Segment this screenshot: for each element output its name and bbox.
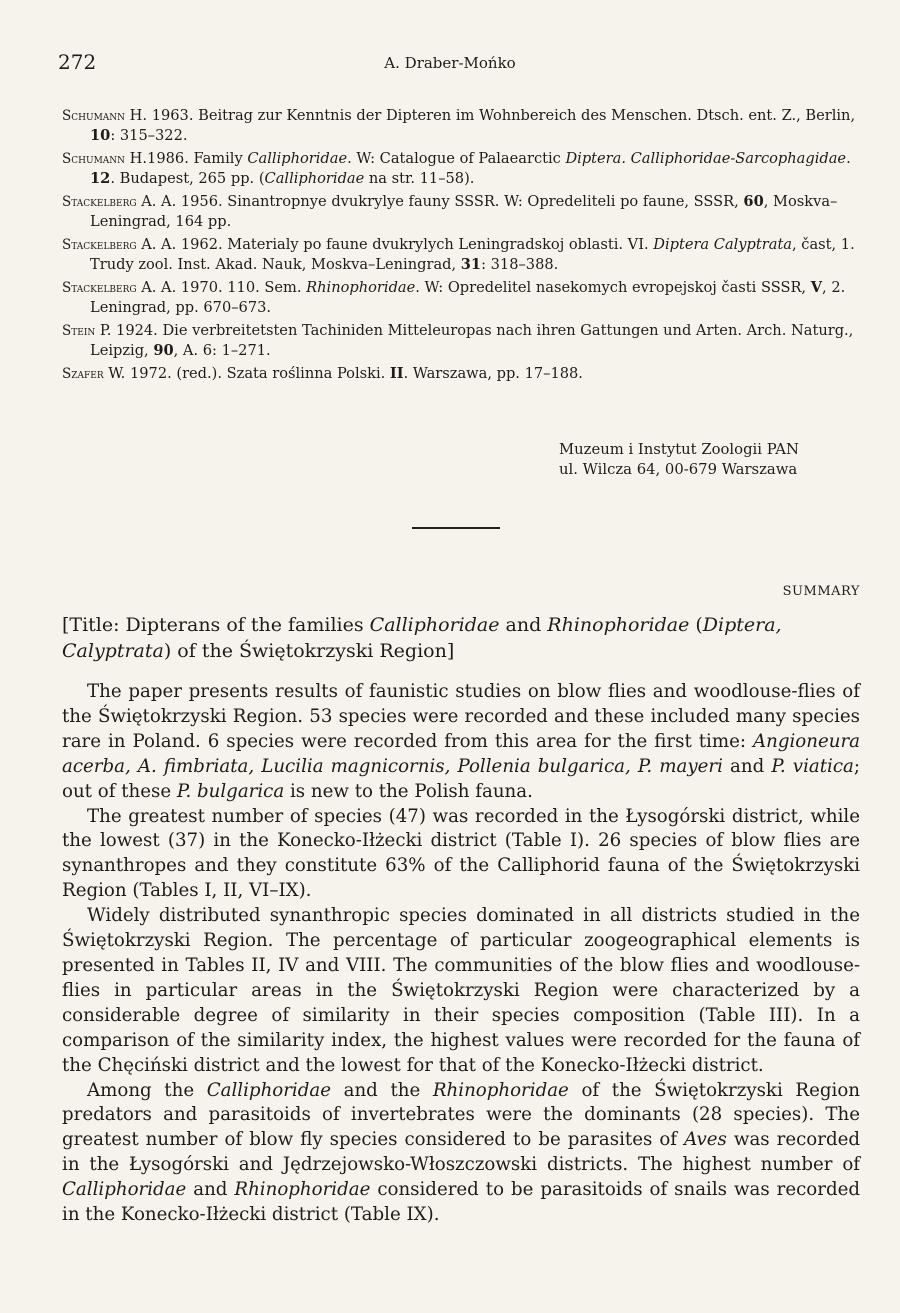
reference-text: W. 1972. (red.). Szata roślinna Polski. II. Warszawa, pp. 17–188. [103,365,583,382]
reference-entry [62,192,862,231]
reference-author: Schumann [62,108,126,124]
address-street: ul. Wilcza 64, 00-679 Warszawa [559,461,798,478]
reference-author: Stackelberg [62,194,137,210]
summary-paragraph: The paper presents results of faunistic studies on blow flies and woodlouse-flies of the Świętokrzyski Region. 53 species were recorded and these included many species rare in Poland. 6 species were recorded from this area for the first time: Angioneura acerba, A. fimbriata, Lucilia magnicornis, Pollenia bulgarica, P. mayeri and P. viatica; out of these P. bulgarica is new to the Polish fauna. [62,681,861,802]
reference-text: H.1986. Family Calliphoridae. W: Catalogue of Palaearctic Diptera. Calliphoridae-Sarcophagidae. 12. Budapest, 265 pp. (Calliphoridae na str. 11–58). [90,150,851,187]
reference-text: A. A. 1970. 110. Sem. Rhinophoridae. W: Opredelitel nasekomych evropejskoj časti SSSR, V, 2. Leningrad, pp. 670–673. [90,279,846,316]
page-number: 272 [58,50,97,74]
summary-body [62,680,860,1228]
reference-entry [62,321,862,360]
reference-entry [62,278,862,317]
summary-paragraph: The greatest number of species (47) was recorded in the Łysogórski district, while the lowest (37) in the Konecko-Iłżecki district (Table I). 26 species of blow flies are synanthropes and they constitute 63% of the Calliphorid fauna of the Świętokrzyski Region (Tables I, II, VI–IX). [62,805,860,902]
reference-author: Stackelberg [62,280,137,296]
summary-paragraph: Widely distributed synanthropic species dominated in all districts studied in the Świętokrzyski Region. The percentage of particular zoogeographical elements is presented in Tables II, IV and VIII. The communities of the blow flies and woodlouse-flies in particular areas in the Świętokrzyski Region were characterized by a considerable degree of similarity in their species composition (Table III). In a comparison of the similarity index, the highest values were recorded for the fauna of the Chęciński district and the lowest for that of the Konecko-Iłżecki district. [62,905,860,1076]
reference-author: Schumann [62,151,126,167]
reference-author: Stackelberg [62,237,137,253]
reference-author: Stein [62,323,96,339]
reference-text: P. 1924. Die verbreitetsten Tachiniden Mitteleuropas nach ihren Gattungen und Arten. Arch. Naturg., Leipzig, 90, A. 6: 1–271. [90,322,854,359]
reference-entry [62,235,862,274]
reference-entry [62,149,862,188]
reference-text: H. 1963. Beitrag zur Kenntnis der Dipteren im Wohnbereich des Menschen. Dtsch. ent. Z., Berlin, 10: 315–322. [90,107,856,144]
summary-heading: SUMMARY [782,584,860,599]
reference-author: Szafer [62,366,104,382]
reference-list [62,106,862,388]
reference-entry [62,364,862,384]
address-institution: Muzeum i Instytut Zoologii PAN [559,441,799,458]
section-divider [412,527,500,529]
reference-text: A. A. 1956. Sinantropnye dvukrylye fauny SSSR. W: Opredeliteli po faune, SSSR, 60, Moskva–Leningrad, 164 pp. [90,193,838,230]
running-head-author: A. Draber-Mońko [384,54,516,72]
summary-paragraph: Among the Calliphoridae and the Rhinophoridae of the Świętokrzyski Region predators and parasitoids of invertebrates were the dominants (28 species). The greatest number of blow fly species considered to be parasites of Aves was recorded in the Łysogórski and Jędrzejowsko-Włoszczowski districts. The highest number of Calliphoridae and Rhinophoridae considered to be parasitoids of snails was recorded in the Konecko-Iłżecki district (Table IX). [62,1079,860,1226]
summary-title: [Title: Dipterans of the families Calliphoridae and Rhinophoridae (Diptera, Calyptrata) of the Świętokrzyski Region] [62,614,782,662]
reference-text: A. A. 1962. Materialy po faune dvukrylych Leningradskoj oblasti. VI. Diptera Calyptrata, čast, 1. Trudy zool. Inst. Akad. Nauk, Moskva–Leningrad, 31: 318–388. [90,236,855,273]
author-address [559,440,799,480]
reference-entry [62,106,862,145]
